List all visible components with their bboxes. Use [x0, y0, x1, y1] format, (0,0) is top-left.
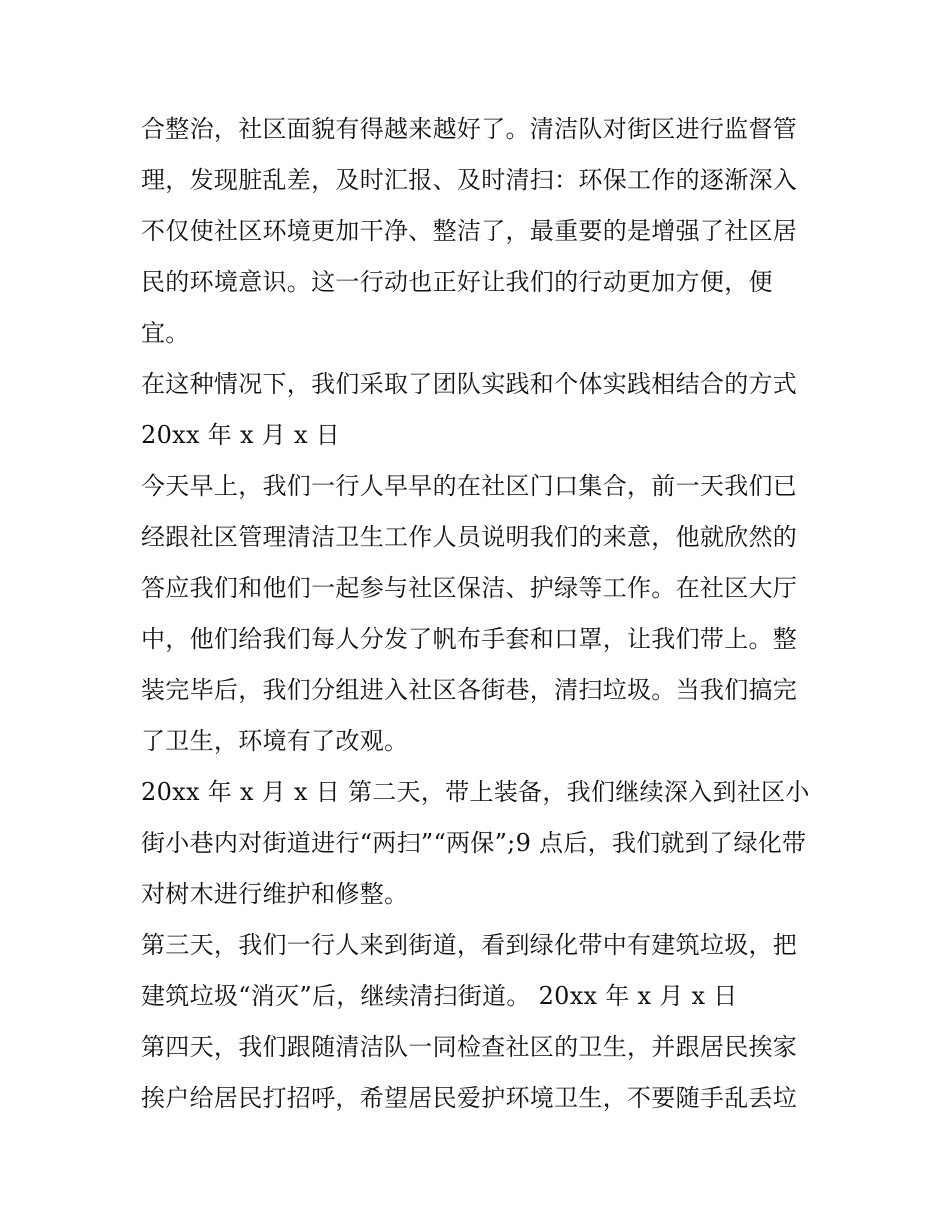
text-line: 20xx 年 x 月 x 日 第二天，带上装备，我们继续深入到社区小 — [141, 778, 810, 806]
text-line: 建筑垃圾“消灭”后，继续清扫街道。 20xx 年 x 月 x 日 — [141, 982, 738, 1010]
date-line: 20xx 年 x 月 x 日 — [141, 421, 341, 449]
text-line: 第三天，我们一行人来到街道，看到绿化带中有建筑垃圾，把 — [141, 931, 798, 959]
text-line: 民的环境意识。这一行动也正好让我们的行动更加方便，便 — [141, 268, 773, 296]
text-line: 第四天，我们跟随清洁队一同检查社区的卫生，并跟居民挨家 — [141, 1033, 798, 1061]
text-line: 装完毕后，我们分组进入社区各街巷，清扫垃圾。当我们搞完 — [141, 676, 798, 704]
text-line: 不仅使社区环境更加干净、整洁了，最重要的是增强了社区居 — [141, 217, 798, 245]
text-line: 了卫生，环境有了改观。 — [141, 727, 409, 755]
body-text — [141, 104, 821, 1124]
text-line: 对树木进行维护和修整。 — [141, 880, 409, 908]
text-line: 理，发现脏乱差，及时汇报、及时清扫：环保工作的逐渐深入 — [141, 166, 798, 194]
text-line: 经跟社区管理清洁卫生工作人员说明我们的来意，他就欣然的 — [141, 523, 798, 551]
text-line: 挨户给居民打招呼，希望居民爱护环境卫生，不要随手乱丢垃 — [141, 1084, 798, 1112]
text-line: 在这种情况下，我们采取了团队实践和个体实践相结合的方式 — [141, 370, 798, 398]
text-line: 今天早上，我们一行人早早的在社区门口集合，前一天我们已 — [141, 472, 798, 500]
text-line: 合整治，社区面貌有得越来越好了。清洁队对街区进行监督管 — [141, 115, 798, 143]
text-line: 宜。 — [141, 319, 190, 347]
text-line: 中，他们给我们每人分发了帆布手套和口罩，让我们带上。整 — [141, 625, 798, 653]
text-line: 街小巷内对街道进行“两扫”“两保”;9 点后，我们就到了绿化带 — [141, 829, 807, 857]
text-line: 答应我们和他们一起参与社区保洁、护绿等工作。在社区大厅 — [141, 574, 798, 602]
